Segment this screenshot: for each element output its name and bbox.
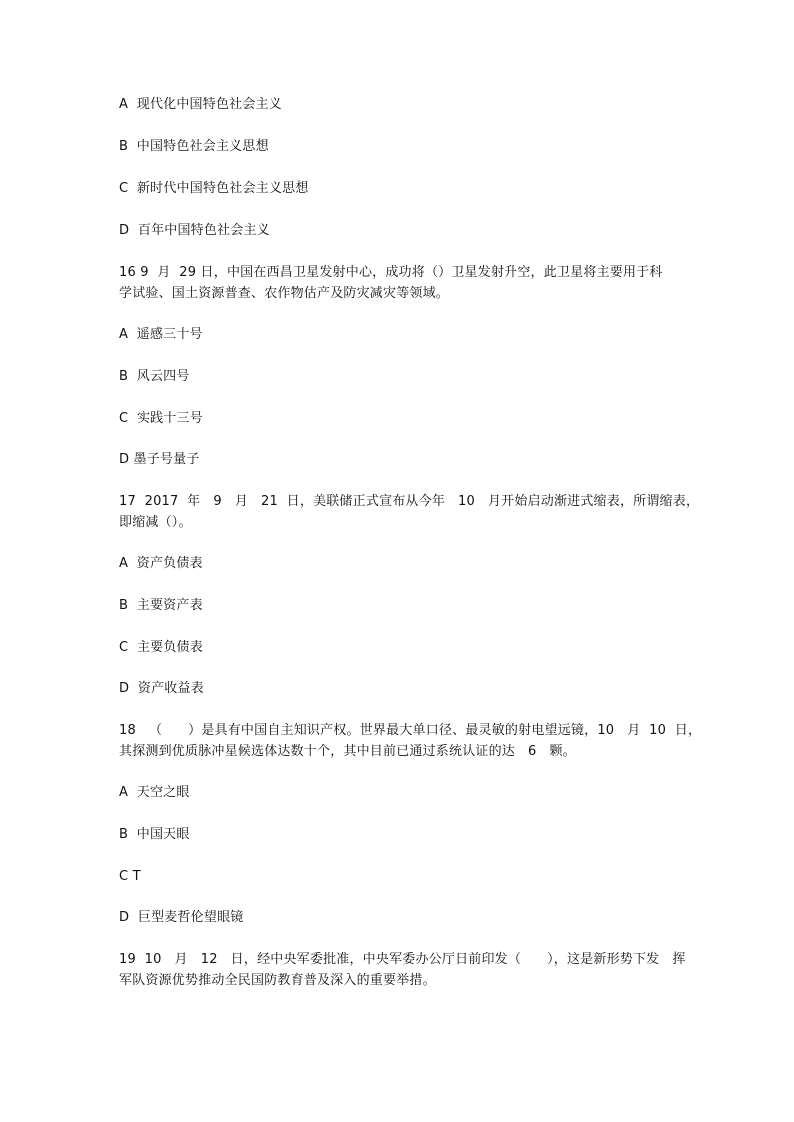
option-a-line: A 资产负债表: [119, 556, 203, 571]
question-19-line-2: 军队资源优势推动全民国防教育普及深入的重要举措。: [119, 973, 436, 988]
question-18-line-2: 其探测到优质脉冲星候选体达数十个，其中目前已通过系统认证的达 6 颗。: [119, 744, 576, 759]
question-19-line-1: 19 10 月 12 日，经中央军委批准，中央军委办公厅日前印发（ ），这是新形势下发 挥: [119, 952, 686, 967]
option-d-line: D 百年中国特色社会主义: [119, 223, 270, 238]
question-16-line-2: 学试验、国土资源普查、农作物估产及防灾减灾等领域。: [119, 286, 450, 301]
option-b-line: B 主要资产表: [119, 598, 203, 613]
option-a-line: A 遥感三十号: [119, 327, 203, 342]
option-d-line: D 资产收益表: [119, 681, 204, 696]
option-b-line: B 中国天眼: [119, 827, 190, 842]
option-b-line: B 中国特色社会主义思想: [119, 139, 269, 154]
question-18-line-1: 18 （ ）是具有中国自主知识产权。世界最大单口径、最灵敏的射电望远镜，10 月 10 日，: [119, 723, 702, 738]
option-a-line: A 天空之眼: [119, 785, 190, 800]
option-d-line: D 巨型麦哲伦望眼镜: [119, 910, 244, 925]
option-d-line: D 墨子号量子: [119, 452, 200, 467]
option-a-line: A 现代化中国特色社会主义: [119, 97, 282, 112]
option-c-line: C T: [119, 869, 141, 884]
option-b-line: B 风云四号: [119, 369, 190, 384]
option-c-line: C 主要负债表: [119, 640, 203, 655]
question-17-line-2: 即缩减（）。: [119, 515, 192, 530]
option-c-line: C 新时代中国特色社会主义思想: [119, 181, 309, 196]
question-16-line-1: 16 9 月 29 日，中国在西昌卫星发射中心，成功将（）卫星发射升空，此卫星将主要用于科: [119, 265, 663, 280]
question-17-line-1: 17 2017 年 9 月 21 日，美联储正式宣布从今年 10 月开始启动渐进式缩表，所谓缩表，: [119, 494, 700, 509]
option-c-line: C 实践十三号: [119, 411, 203, 426]
